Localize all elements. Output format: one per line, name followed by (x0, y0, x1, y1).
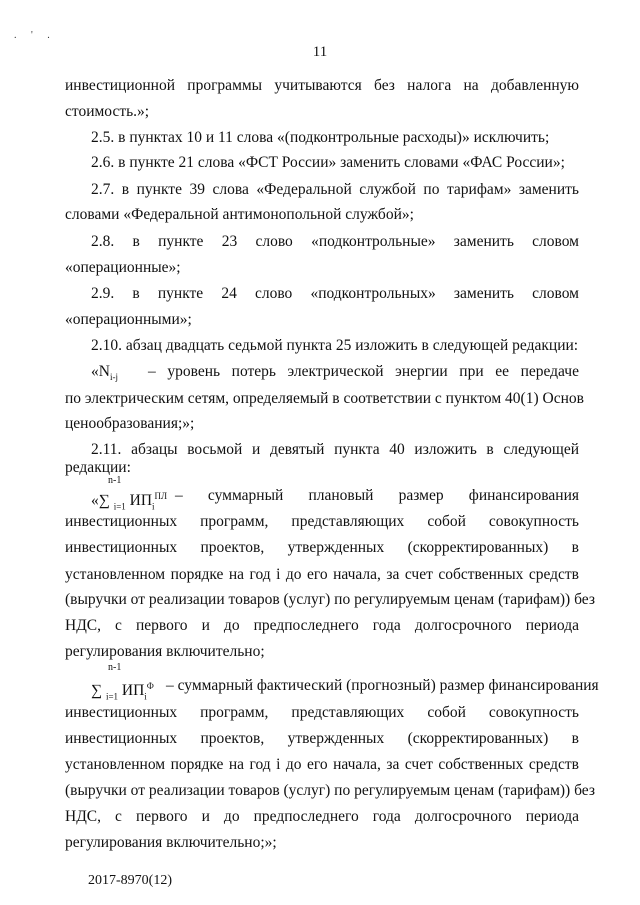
text-line: 2.6. в пункте 21 слова «ФСТ России» заменить словами «ФАС России»; (91, 154, 565, 171)
text-line: инвестиционных программ, представляющих собой совокупность (65, 704, 579, 721)
formula-sum-fact: ∑ $_{i=1}$ $ИП_i^Ф$ (91, 681, 154, 702)
text-line: «операционные»; (65, 259, 181, 276)
document-id: 2017-8970(12) (88, 873, 172, 888)
text-line: НДС, с первого и до предпоследнего года долгосрочного периода (65, 808, 579, 825)
scan-marks: . ' . (14, 30, 56, 41)
text-line: 2.7. в пункте 39 слова «Федеральной службой по тарифам» заменить (91, 181, 579, 198)
text-line: регулирования включительно;»; (65, 834, 277, 851)
sum-upper-limit: n-1 (108, 662, 122, 673)
text-line: (выручки от реализации товаров (услуг) по регулируемым ценам (тарифам)) без (65, 591, 595, 608)
text-line: установленном порядке на год i до его начала, за счет собственных средств (65, 566, 579, 583)
text-line: словами «Федеральной антимонопольной службой»; (65, 206, 414, 223)
page-number: 11 (312, 44, 328, 60)
text-line: НДС, с первого и до предпоследнего года долгосрочного периода (65, 617, 579, 634)
text-line: – уровень потерь электрической энергии при ее передаче (148, 363, 579, 380)
text-line: 2.11. абзацы восьмой и девятый пункта 40 изложить в следующей (91, 441, 579, 458)
text-line: редакции: (65, 459, 131, 476)
text-line: регулирования включительно; (65, 643, 265, 660)
formula-sum-plan: «∑ $_{i=1}$ $ИП_i^{ПЛ}$ (91, 491, 168, 512)
text-line: – суммарный фактический (прогнозный) размер финансирования (166, 677, 599, 694)
text-line: инвестиционных программ, представляющих собой совокупность (65, 513, 579, 530)
text-line: установленном порядке на год i до его начала, за счет собственных средств (65, 756, 579, 773)
text-line: стоимость.»; (65, 103, 150, 120)
text-line: инвестиционных проектов, утвержденных (скорректированных) в (65, 730, 579, 747)
text-line: по электрическим сетям, определяемый в соответствии с пунктом 40(1) Основ (65, 390, 584, 407)
text-line: – суммарный плановый размер финансирования (175, 487, 579, 504)
text-line: 2.9. в пункте 24 слово «подконтрольных» заменить словом (91, 285, 579, 302)
text-line: инвестиционных проектов, утвержденных (скорректированных) в (65, 539, 579, 556)
text-line: 2.10. абзац двадцать седьмой пункта 25 изложить в следующей редакции: (91, 337, 579, 354)
text-line: 2.8. в пункте 23 слово «подконтрольные» заменить словом (91, 233, 579, 250)
sum-upper-limit: n-1 (108, 475, 122, 486)
text-line: 2.5. в пунктах 10 и 11 слова «(подконтрольные расходы)» исключить; (91, 129, 550, 146)
text-line: инвестиционной программы учитываются без налога на добавленную (65, 77, 579, 94)
text-line: «операционными»; (65, 311, 192, 328)
text-line: (выручки от реализации товаров (услуг) по регулируемым ценам (тарифам)) без (65, 782, 595, 799)
text-line: ценообразования;»; (65, 415, 195, 432)
formula-n: «$N_{i-j}$ (91, 363, 118, 383)
